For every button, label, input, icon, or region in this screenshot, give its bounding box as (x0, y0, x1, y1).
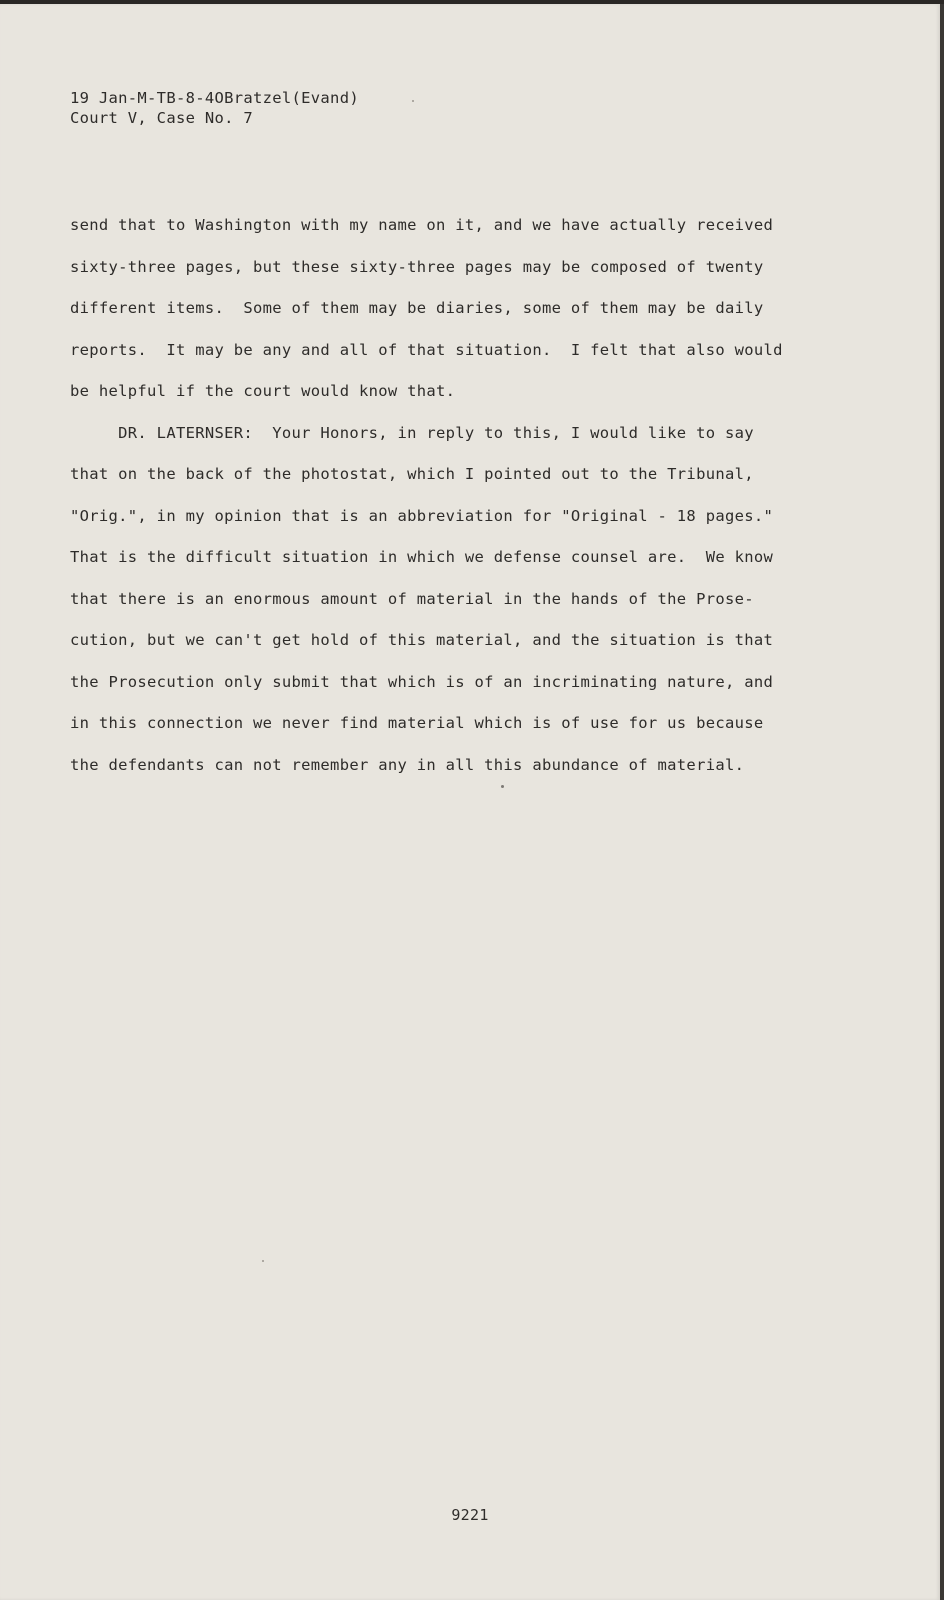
transcript-line: the defendants can not remember any in all this abundance of material. (70, 755, 745, 774)
transcript-line: sixty-three pages, but these sixty-three pages may be composed of twenty (70, 257, 764, 276)
ink-speck (262, 1260, 264, 1262)
transcript-line: cution, but we can't get hold of this material, and the situation is that (70, 631, 774, 649)
transcript-line: the Prosecution only submit that which is of an incriminating nature, and (70, 672, 774, 691)
page-number: 9221 (451, 1506, 489, 1524)
document-header (70, 88, 359, 128)
header-court-line: Court V, Case No. 7 (70, 109, 254, 127)
transcript-line: reports. It may be any and all of that situation. I felt that also would (70, 340, 783, 359)
transcript-line: DR. LATERNSER: Your Honors, in reply to this, I would like to say (70, 423, 754, 442)
transcript-line: send that to Washington with my name on it, and we have actually received (70, 216, 774, 234)
transcript-line: be helpful if the court would know that. (70, 382, 456, 400)
ink-mark (501, 785, 504, 788)
transcript-line: That is the difficult situation in which we defense counsel are. We know (70, 548, 774, 566)
transcript-line: that on the back of the photostat, which I pointed out to the Tribunal, (70, 465, 754, 483)
document-page (0, 4, 940, 1600)
transcript-body (70, 205, 860, 786)
transcript-line: that there is an enormous amount of material in the hands of the Prose- (70, 589, 754, 608)
ink-speck (412, 100, 414, 102)
header-session-line: 19 Jan-M-TB-8-4OBratzel(Evand) (70, 89, 359, 107)
transcript-line: in this connection we never find material which is of use for us because (70, 714, 764, 732)
transcript-line: different items. Some of them may be diaries, some of them may be daily (70, 299, 764, 317)
transcript-line: "Orig.", in my opinion that is an abbreviation for "Original - 18 pages." (70, 506, 774, 525)
